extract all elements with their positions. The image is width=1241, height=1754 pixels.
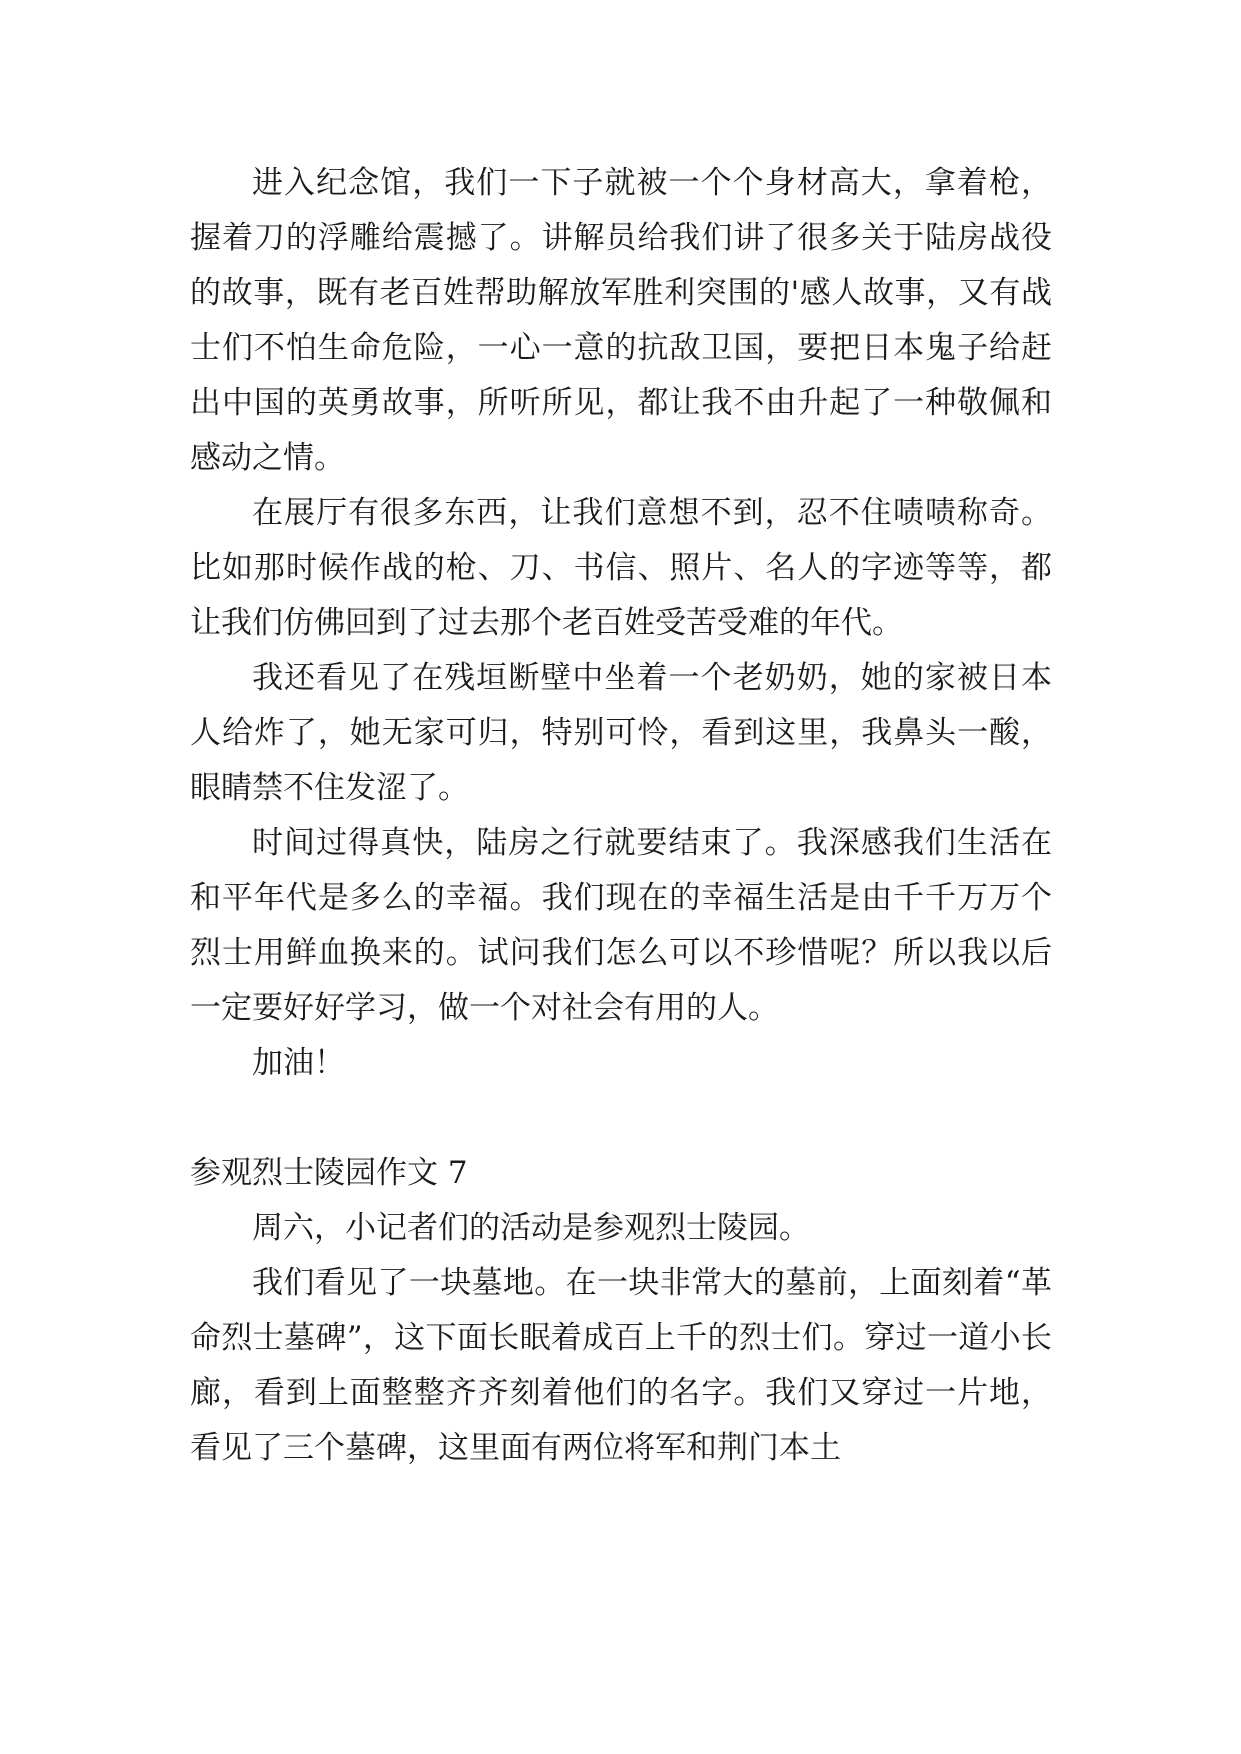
section-spacer: [190, 1091, 1052, 1146]
section-title: 参观烈士陵园作文 7: [190, 1155, 468, 1191]
paragraph-cheer: 加油！: [252, 1045, 345, 1081]
paragraph-saturday: 周六，小记者们的活动是参观烈士陵园。: [252, 1210, 810, 1246]
document-body: [190, 156, 1052, 1476]
paragraph-memorial-hall: 进入纪念馆，我们一下子就被一个个身材高大，拿着枪，握着刀的浮雕给震撼了。讲解员给我们讲了很多关于陆房战役的故事，既有老百姓帮助解放军胜利突围的'感人故事，又有战士们不怕生命危险，一心一意的抗敌卫国，要把日本鬼子给赶出中国的英勇故事，所听所见，都让我不由升起了一种敬佩和感动之情。: [190, 165, 1052, 476]
paragraph-time-passes: 时间过得真快，陆房之行就要结束了。我深感我们生活在和平年代是多么的幸福。我们现在的幸福生活是由千千万万个烈士用鲜血换来的。试问我们怎么可以不珍惜呢？所以我以后一定要好好学习，做一个对社会有用的人。: [190, 825, 1052, 1026]
paragraph-grandmother: 我还看见了在残垣断壁中坐着一个老奶奶，她的家被日本人给炸了，她无家可归，特别可怜，看到这里，我鼻头一酸，眼睛禁不住发涩了。: [190, 660, 1052, 806]
paragraph-exhibition-hall: 在展厅有很多东西，让我们意想不到，忍不住啧啧称奇。比如那时候作战的枪、刀、书信、照片、名人的字迹等等，都让我们仿佛回到了过去那个老百姓受苦受难的年代。: [190, 495, 1052, 641]
paragraph-cemetery: 我们看见了一块墓地。在一块非常大的墓前，上面刻着“革命烈士墓碑”，这下面长眠着成百上千的烈士们。穿过一道小长廊，看到上面整整齐齐刻着他们的名字。我们又穿过一片地，看见了三个墓碑，这里面有两位将军和荆门本土: [190, 1265, 1052, 1466]
